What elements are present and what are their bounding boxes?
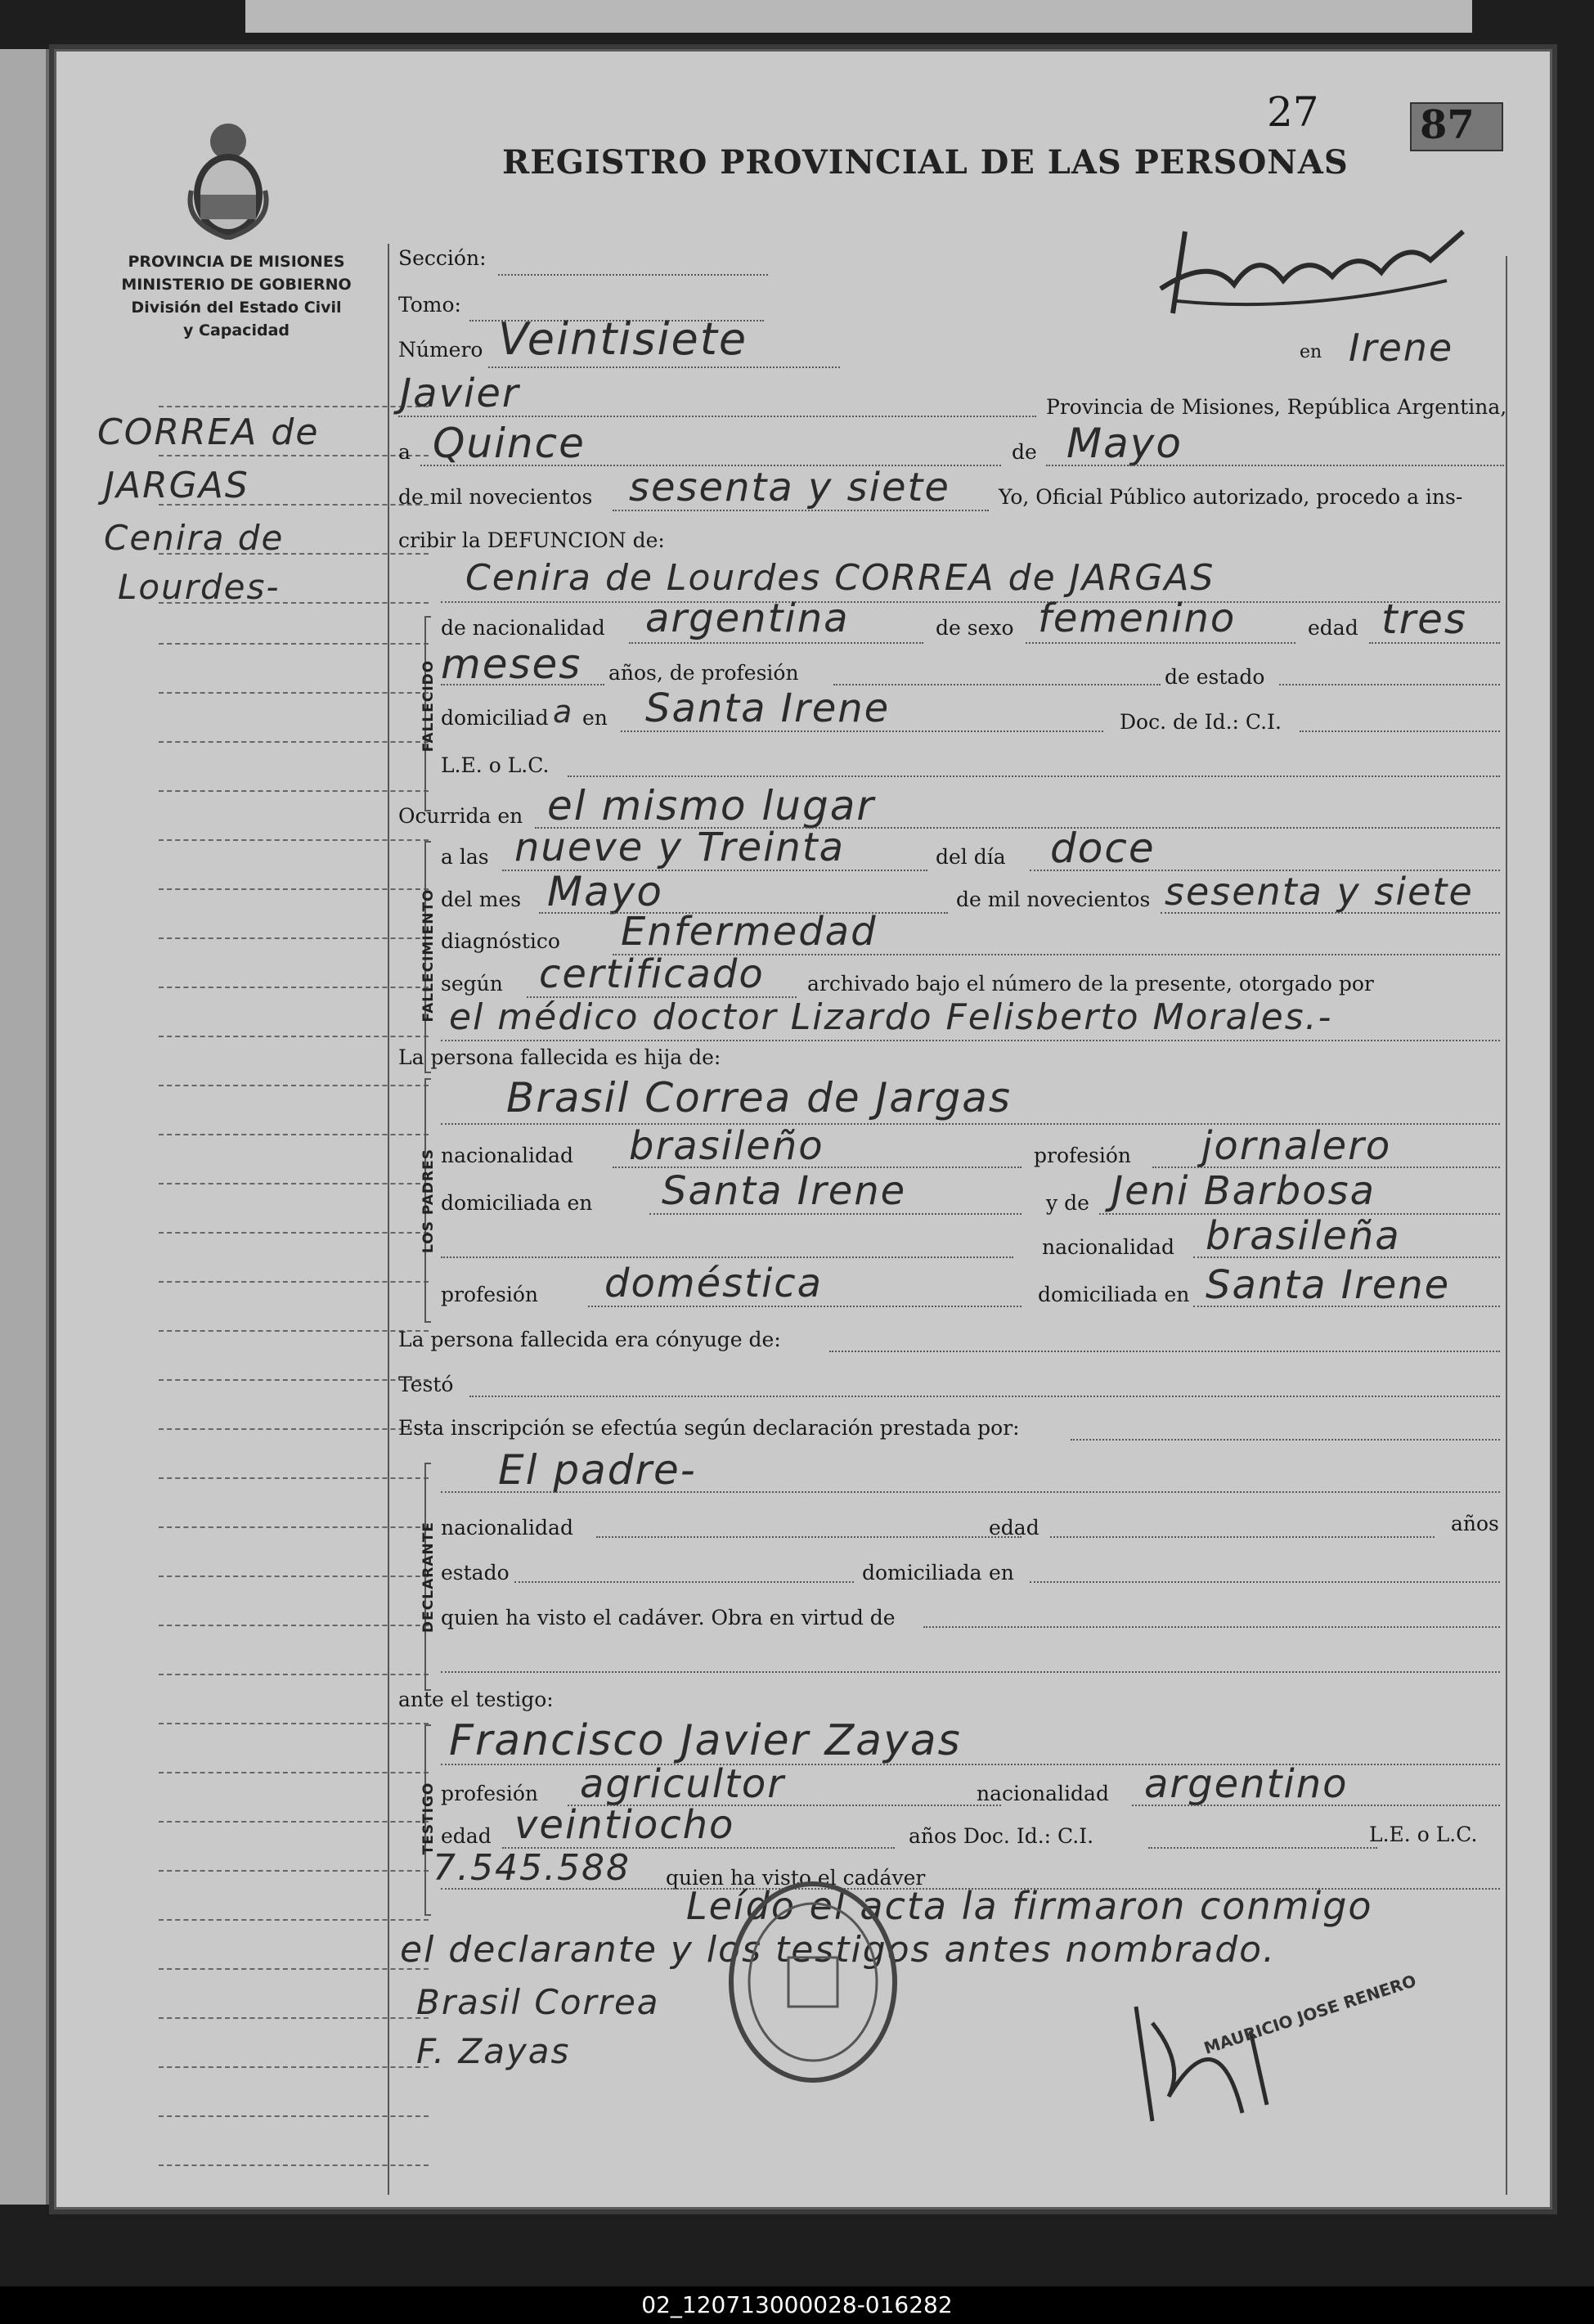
- label-madre-nac: nacionalidad: [1042, 1235, 1174, 1259]
- label-decl-edad: edad: [989, 1516, 1039, 1540]
- field-line: [649, 1213, 1022, 1215]
- value-mes: Mayo: [1066, 420, 1183, 467]
- label-padre-nac: nacionalidad: [441, 1144, 573, 1167]
- field-line: [621, 730, 1103, 732]
- label-padre-dom: domiciliada en: [441, 1191, 593, 1215]
- field-line: [1132, 1805, 1500, 1806]
- value-anio-fall: sesenta y siete: [1165, 870, 1474, 914]
- background-page-edge: [245, 0, 1472, 33]
- label-madre-prof: profesión: [441, 1283, 539, 1306]
- field-line: [1148, 1847, 1377, 1849]
- issuing-authority: [97, 250, 375, 342]
- column-divider: [388, 244, 389, 2195]
- label-madre-dom: domiciliada en: [1038, 1283, 1190, 1306]
- label-domiciliad: domiciliad: [441, 706, 549, 730]
- province-line: PROVINCIA DE MISIONES: [128, 253, 345, 271]
- value-madre-nac: brasileña: [1206, 1213, 1401, 1259]
- value-testigo-edad: veintiocho: [514, 1802, 735, 1848]
- page-number: 27: [1267, 88, 1319, 136]
- field-line: [1279, 684, 1500, 686]
- label-edad: edad: [1308, 616, 1358, 640]
- page-title: REGISTRO PROVINCIAL DE LAS PERSONAS: [502, 143, 1349, 182]
- field-line: [1026, 642, 1295, 644]
- field-line: [441, 1671, 1500, 1673]
- value-segun: certificado: [539, 951, 765, 997]
- label-numero: Número: [398, 338, 483, 362]
- value-testigo-nac: argentino: [1144, 1761, 1349, 1807]
- field-line: [568, 775, 1500, 777]
- field-line: [1369, 642, 1500, 644]
- field-line: [923, 1626, 1500, 1628]
- label-inscripcion: Esta inscripción se efectúa según declaración prestada por:: [398, 1416, 1020, 1440]
- label-ante: ante el testigo:: [398, 1688, 554, 1711]
- value-testigo-prof: agricultor: [580, 1761, 786, 1807]
- label-de: de: [1012, 440, 1037, 464]
- section-label-padres: LOS PADRES: [420, 1149, 437, 1253]
- value-diagnostico: Enfermedad: [621, 909, 878, 955]
- label-testigo-edad: edad: [441, 1824, 492, 1848]
- signature-declarante: Brasil Correa: [416, 1982, 660, 2022]
- label-tomo: Tomo:: [398, 293, 461, 317]
- field-line: [829, 1351, 1500, 1352]
- document-page: [54, 49, 1552, 2209]
- label-anos-doc: años Doc. Id.: C.I.: [909, 1824, 1094, 1848]
- label-de-estado: de estado: [1165, 665, 1265, 689]
- value-padre-prof: jornalero: [1201, 1123, 1392, 1169]
- label-oficial: Yo, Oficial Público autorizado, procedo a ins-: [999, 485, 1463, 509]
- label-conyuge: La persona fallecida era cónyuge de:: [398, 1328, 781, 1351]
- label-decl-estado: estado: [441, 1561, 510, 1585]
- margin-name-line-2: JARGAS: [104, 465, 249, 506]
- field-line: [469, 1396, 1500, 1397]
- label-padre-prof: profesión: [1034, 1144, 1132, 1167]
- label-del-dia: del día: [936, 845, 1006, 869]
- label-decl-nac: nacionalidad: [441, 1516, 573, 1540]
- value-numero: Veintisiete: [498, 313, 748, 365]
- margin-name-line-1: CORREA de: [97, 411, 320, 453]
- field-line: [1030, 1581, 1500, 1583]
- value-medico: el médico doctor Lizardo Felisberto Morales.-: [449, 996, 1333, 1038]
- coat-of-arms-icon: [183, 117, 273, 240]
- value-madre: Jeni Barbosa: [1111, 1168, 1376, 1214]
- label-diagnostico: diagnóstico: [441, 929, 560, 953]
- value-testigo-ci: 7.545.588: [433, 1847, 631, 1889]
- closing-line-2: el declarante y los testigos antes nombrado.: [400, 1929, 1277, 1971]
- label-testigo-prof: profesión: [441, 1782, 539, 1805]
- field-line: [441, 684, 604, 686]
- officer-stamp: MAURICIO JOSE RENERO: [1201, 1971, 1419, 2058]
- label-de-nacionalidad: de nacionalidad: [441, 616, 605, 640]
- field-line: [1300, 730, 1500, 732]
- label-en: en: [1300, 342, 1322, 362]
- value-sexo: femenino: [1038, 596, 1237, 641]
- value-testigo: Francisco Javier Zayas: [449, 1716, 962, 1765]
- value-edad: tres: [1381, 596, 1467, 643]
- field-line: [441, 601, 1500, 603]
- field-line: [1193, 1256, 1500, 1258]
- value-dia-fall: doce: [1050, 825, 1156, 872]
- section-label-fallecimiento: FALLECIMIENTO: [420, 888, 437, 1023]
- label-testo: Testó: [398, 1373, 454, 1396]
- label-de-mil: de mil novecientos: [398, 485, 593, 509]
- field-line: [588, 1306, 1022, 1307]
- value-anio: sesenta y siete: [629, 465, 950, 510]
- label-testigo-le-lc: L.E. o L.C.: [1369, 1823, 1478, 1846]
- field-line: [629, 642, 923, 644]
- field-line: [498, 274, 768, 276]
- value-hora: nueve y Treinta: [514, 825, 846, 870]
- label-cadaver: quien ha visto el cadáver. Obra en virtud de: [441, 1606, 896, 1629]
- label-del-mes: del mes: [441, 888, 522, 911]
- field-line: [1046, 465, 1504, 466]
- official-seal-icon: [723, 1876, 903, 2088]
- margin-name-line-4: Lourdes-: [118, 567, 281, 607]
- registrar-signature: [1136, 223, 1480, 321]
- label-de-sexo: de sexo: [936, 616, 1014, 640]
- field-line: [441, 1040, 1500, 1041]
- field-line: [488, 366, 840, 368]
- label-y-de: y de: [1046, 1191, 1089, 1215]
- label-decl-anos: años: [1451, 1512, 1499, 1535]
- field-line: [613, 510, 989, 511]
- signature-testigo: F. Zayas: [416, 2031, 571, 2071]
- field-line: [398, 416, 1036, 417]
- label-en-dom: en: [582, 706, 608, 730]
- value-day-line: Javier: [400, 371, 520, 416]
- field-line: [596, 1536, 1022, 1538]
- value-dia: Quince: [433, 420, 586, 467]
- capacity-line: y Capacidad: [183, 321, 290, 339]
- value-mes-fall: Mayo: [547, 868, 663, 915]
- value-ocurrida: el mismo lugar: [547, 782, 875, 829]
- field-line: [1071, 1439, 1500, 1441]
- boxed-page-number: 87: [1420, 102, 1475, 148]
- section-label-testigo: TESTIGO: [420, 1782, 437, 1855]
- value-domicilio-suffix: a: [553, 694, 574, 730]
- field-line: [1161, 912, 1500, 914]
- value-madre-dom: Santa Irene: [1206, 1262, 1451, 1308]
- field-line: [1193, 1306, 1500, 1307]
- value-nacionalidad: argentina: [645, 596, 850, 641]
- section-label-fallecido: FALLECIDO: [420, 659, 437, 753]
- value-nombre: Cenira de Lourdes CORREA de JARGAS: [465, 557, 1215, 599]
- closing-line-1: Leído el acta la firmaron conmigo: [686, 1884, 1373, 1928]
- label-de-mil-nov2: de mil novecientos: [956, 888, 1151, 911]
- label-decl-domiciliada: domiciliada: [862, 1561, 982, 1585]
- label-archivado: archivado bajo el número de la presente, otorgado por: [807, 972, 1374, 996]
- label-doc-id: Doc. de Id.: C.I.: [1120, 710, 1282, 734]
- value-padre-nac: brasileño: [629, 1123, 824, 1169]
- label-anos-profesion: años, de profesión: [608, 661, 799, 685]
- label-ocurrida: Ocurrida en: [398, 804, 523, 828]
- label-segun: según: [441, 972, 503, 996]
- label-cribir: cribir la DEFUNCION de:: [398, 528, 665, 552]
- value-padre-dom: Santa Irene: [662, 1168, 907, 1214]
- boxed-page-number-box: [1410, 102, 1503, 151]
- label-a-las: a las: [441, 845, 489, 869]
- left-page-edge: [0, 49, 49, 2205]
- label-provincia: Provincia de Misiones, República Argentina,: [1046, 395, 1507, 419]
- value-domicilio: Santa Irene: [645, 686, 891, 731]
- label-testigo-nac: nacionalidad: [977, 1782, 1109, 1805]
- label-a: a: [398, 440, 411, 464]
- value-meses: meses: [441, 641, 582, 688]
- label-quien-visto: quien ha visto el cadáver: [666, 1866, 926, 1890]
- label-decl-en: en: [989, 1561, 1014, 1585]
- field-line: [441, 1491, 1500, 1493]
- value-en-place: Irene: [1349, 326, 1454, 370]
- ministry-line: MINISTERIO DE GOBIERNO: [121, 276, 352, 294]
- margin-name-line-3: Cenira de: [104, 518, 285, 558]
- right-border: [1506, 256, 1507, 2195]
- label-hija: La persona fallecida es hija de:: [398, 1045, 721, 1069]
- field-line: [441, 1256, 1013, 1258]
- scan-id: 02_120713000028-016282: [641, 2291, 953, 2318]
- field-line: [514, 1581, 854, 1583]
- label-seccion: Sección:: [398, 246, 487, 270]
- section-label-declarante: DECLARANTE: [420, 1522, 437, 1633]
- label-le-lc: L.E. o L.C.: [441, 753, 550, 777]
- value-madre-prof: doméstica: [604, 1261, 824, 1306]
- value-declarante: El padre-: [498, 1446, 697, 1494]
- field-line: [1050, 1536, 1435, 1538]
- value-padre: Brasil Correa de Jargas: [506, 1074, 1012, 1122]
- division-line: División del Estado Civil: [131, 299, 342, 317]
- scan-footer: [0, 2286, 1594, 2324]
